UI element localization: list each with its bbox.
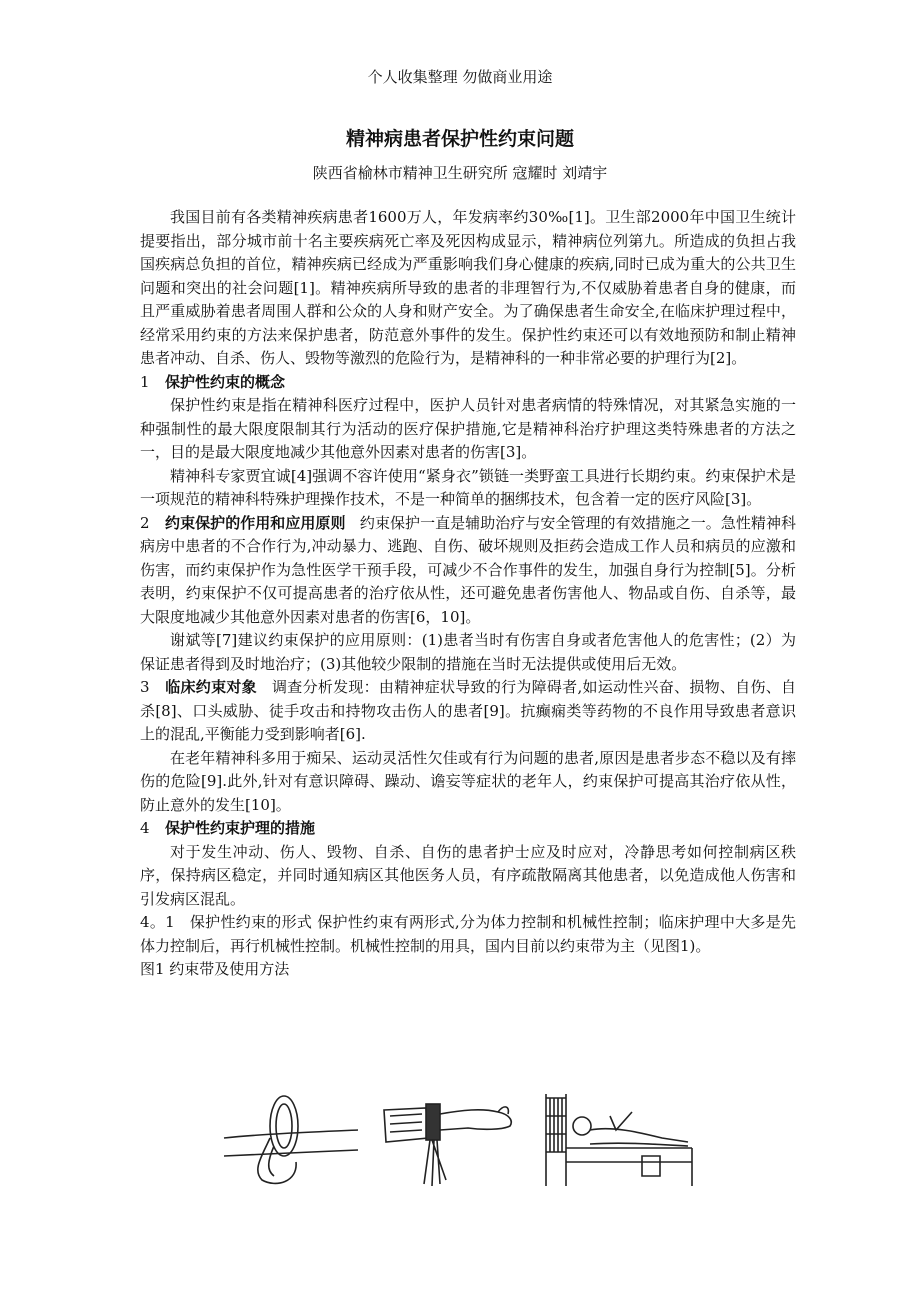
section-2-text: 约束保护一直是辅助治疗与安全管理的有效措施之一。急性精神科病房中患者的不合作行为,冲动暴力、逃跑、自伤、破坏规则及拒药会造成工作人员和病员的应激和伤害，而约束保护作为急性医学干预手段，可减少不合作事件的发生，加强自身行为控制[5]。分析表明，约束保护不仅可提高患者的治疗依从性，还可避免患者伤害他人、物品或自伤、自杀等，最大限度地减少其他意外因素对患者的伤害[6，10]。 (140, 513, 796, 626)
section-number: 1 (140, 372, 150, 391)
section-title: 约束保护的作用和应用原则 (165, 513, 346, 532)
figure-1 (0, 1086, 920, 1196)
section-number: 2 (140, 513, 150, 532)
section-1-paragraph-2: 精神科专家贾宜诚[4]强调不容许使用“紧身衣”锁链一类野蛮工具进行长期约束。约束保护术是一项规范的精神科特殊护理操作技术，不是一种简单的捆绑技术，包含着一定的医疗风险[3]。 (140, 466, 796, 508)
section-4-heading (140, 817, 796, 841)
section-title: 保护性约束的概念 (165, 372, 286, 391)
restraint-strap-illustration (222, 1086, 360, 1190)
page-header: 个人收集整理 勿做商业用途 (367, 68, 553, 86)
section-3-paragraph-1 (140, 676, 796, 747)
intro-paragraph: 我国目前有各类精神疾病患者1600万人，年发病率约30‰[1]。卫生部2000年中国卫生统计提要指出，部分城市前十名主要疾病死亡率及死因构成显示，精神病位列第九。所造成的负担占我国疾病总负担的首位，精神疾病已经成为严重影响我们身心健康的疾病,同时已成为重大的公共卫生问题和突出的社会问题[1]。精神疾病所导致的患者的非理智行为,不仅威胁着患者自身的健康，而且严重威胁着患者周围人群和公众的人身和财产安全。为了确保患者生命安全,在临床护理过程中，经常采用约束的方法来保护患者，防范意外事件的发生。保护性约束还可以有效地预防和制止精神患者冲动、自杀、伤人、毁物等激烈的危险行为，是精神科的一种非常必要的护理行为[2]。 (140, 208, 796, 367)
section-4-1-paragraph (140, 911, 796, 958)
page-title: 精神病患者保护性约束问题 (345, 128, 574, 150)
author-line: 陕西省榆林市精神卫生研究所 寇耀时 刘靖宇 (312, 164, 608, 182)
subsection-number: 4。1 (140, 913, 175, 931)
section-title: 临床约束对象 (165, 678, 257, 696)
section-2-paragraph-1 (140, 512, 796, 630)
figure-caption: 图1 约束带及使用方法 (140, 960, 290, 978)
section-4-paragraph-1: 对于发生冲动、伤人、毁物、自杀、自伤的患者护士应及时应对，冷静思考如何控制病区秩序，保持病区稳定，并同时通知病区其他医务人员，有序疏散隔离其他患者，以免造成他人伤害和引发病区混乱。 (140, 842, 796, 908)
section-number: 4 (140, 819, 150, 837)
section-3-heading (140, 678, 257, 696)
section-3-text: 调查分析发现：由精神症状导致的行为障碍者,如运动性兴奋、损物、自伤、自杀[8]、口头威胁、徒手攻击和持物攻击伤人的患者[9]。抗癫痫类等药物的不良作用导致患者意识上的混乱,平衡能力受到影响者[6]. (140, 678, 796, 743)
subsection-text: 保护性约束的形式 保护性约束有两形式,分为体力控制和机械性控制；临床护理中大多是先体力控制后，再行机械性控制。机械性控制的用具，国内目前以约束带为主（见图1)。 (140, 913, 796, 955)
section-2-heading (140, 514, 346, 532)
section-1-heading (140, 371, 796, 395)
article-body (140, 206, 796, 982)
section-title: 保护性约束护理的措施 (165, 819, 316, 837)
wrist-cuff-illustration (382, 1086, 532, 1190)
section-2-paragraph-2: 谢斌等[7]建议约束保护的应用原则：(1)患者当时有伤害自身或者危害他人的危害性；(2）为保证患者得到及时地治疗；(3)其他较少限制的措施在当时无法提供或使用后无效。 (140, 631, 796, 673)
bed-restraint-illustration (542, 1086, 700, 1190)
section-3-paragraph-2: 在老年精神科多用于痴呆、运动灵活性欠佳或有行为问题的患者,原因是患者步态不稳以及有摔伤的危险[9].此外,针对有意识障碍、躁动、谵妄等症状的老年人，约束保护可提高其治疗依从性，防止意外的发生[10]。 (140, 748, 796, 814)
section-1-paragraph-1: 保护性约束是指在精神科医疗过程中，医护人员针对患者病情的特殊情况，对其紧急实施的一种强制性的最大限度限制其行为活动的医疗保护措施,它是精神科治疗护理这类特殊患者的方法之一，目的是最大限度地减少其他意外因素对患者的伤害[3]。 (140, 396, 796, 461)
section-number: 3 (140, 678, 150, 696)
